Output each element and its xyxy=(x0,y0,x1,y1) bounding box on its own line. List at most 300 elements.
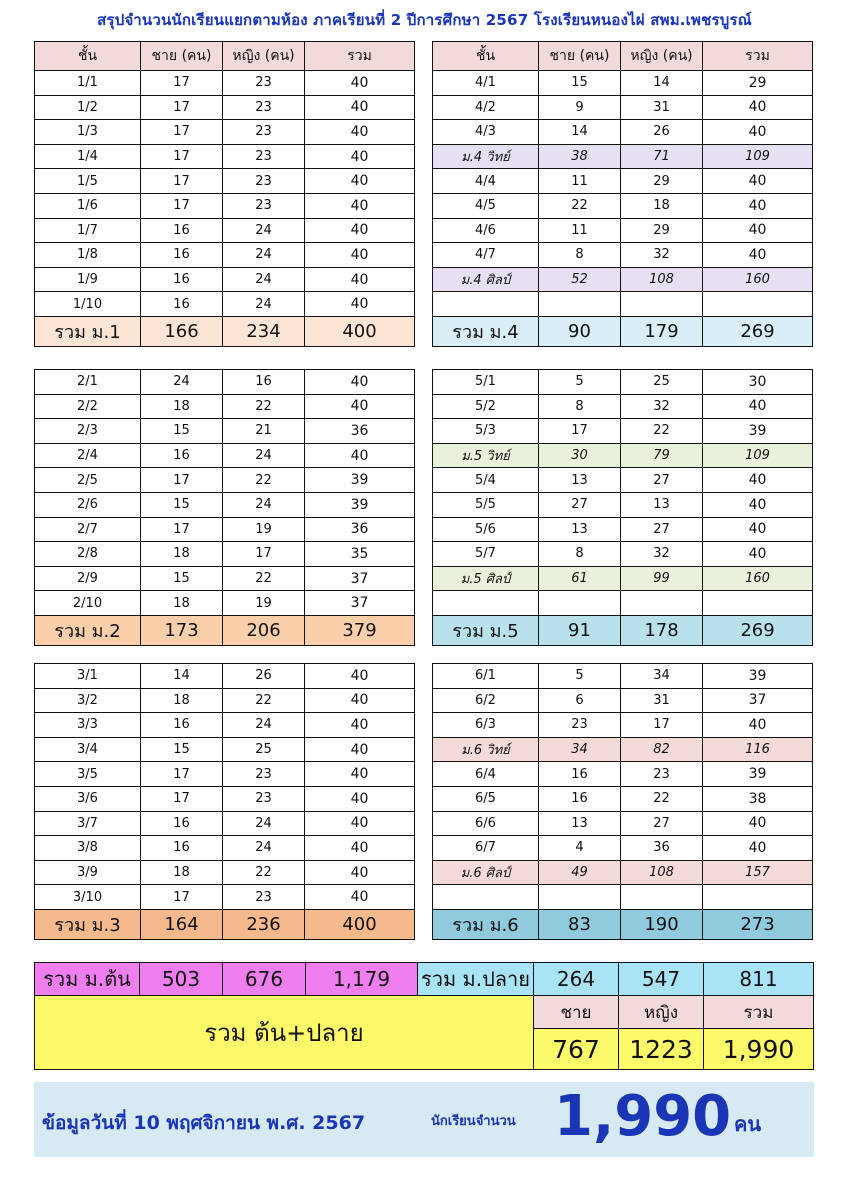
value-cell: 40 xyxy=(703,468,813,493)
class-cell xyxy=(433,885,539,910)
total-label: รวม ม.1 xyxy=(35,316,141,346)
total-value: 379 xyxy=(305,615,415,645)
class-cell: 5/1 xyxy=(433,370,539,395)
value-cell: 32 xyxy=(621,394,703,419)
value-cell: 16 xyxy=(141,443,223,468)
table-row xyxy=(35,737,415,762)
value-cell: 23 xyxy=(223,169,305,194)
value-cell: 24 xyxy=(223,836,305,861)
value-cell: 26 xyxy=(223,664,305,689)
value-cell: 40 xyxy=(305,267,415,292)
value-cell: 34 xyxy=(539,737,621,762)
value-cell: 16 xyxy=(539,762,621,787)
value-cell: 23 xyxy=(539,713,621,738)
summary-section xyxy=(34,962,814,1070)
value-cell xyxy=(703,885,813,910)
class-cell: 1/6 xyxy=(35,193,141,218)
value-cell: 17 xyxy=(141,786,223,811)
value-cell: 39 xyxy=(703,762,813,787)
value-cell: 116 xyxy=(703,737,813,762)
class-cell: 1/1 xyxy=(35,71,141,96)
footer-total: 1,990 xyxy=(554,1084,732,1149)
table-row xyxy=(433,786,813,811)
value-cell: 16 xyxy=(539,786,621,811)
class-cell: ม.4 วิทย์ xyxy=(433,144,539,169)
table-row xyxy=(35,292,415,317)
total-value: 90 xyxy=(539,316,621,346)
class-cell: 4/4 xyxy=(433,169,539,194)
class-cell: 6/2 xyxy=(433,688,539,713)
table-row xyxy=(35,169,415,194)
value-cell: 18 xyxy=(621,193,703,218)
class-cell: 3/2 xyxy=(35,688,141,713)
value-cell: 5 xyxy=(539,664,621,689)
class-cell: 2/4 xyxy=(35,443,141,468)
value-cell: 160 xyxy=(703,267,813,292)
class-cell: ม.6 วิทย์ xyxy=(433,737,539,762)
value-cell: 37 xyxy=(305,591,415,616)
total-value: 91 xyxy=(539,615,621,645)
class-cell: 6/1 xyxy=(433,664,539,689)
value-cell: 52 xyxy=(539,267,621,292)
class-cell: 3/4 xyxy=(35,737,141,762)
total-value: 400 xyxy=(305,909,415,939)
value-cell: 16 xyxy=(141,292,223,317)
value-cell: 17 xyxy=(141,71,223,96)
total-value: 269 xyxy=(703,615,813,645)
value-cell: 23 xyxy=(223,885,305,910)
header-row xyxy=(35,42,415,71)
column-header: ชาย (คน) xyxy=(141,42,223,71)
value-cell: 40 xyxy=(703,713,813,738)
value-cell: 16 xyxy=(141,218,223,243)
value-cell: 24 xyxy=(223,811,305,836)
class-cell: 2/8 xyxy=(35,542,141,567)
class-cell: 5/3 xyxy=(433,419,539,444)
value-cell: 19 xyxy=(223,517,305,542)
class-cell: ม.5 วิทย์ xyxy=(433,443,539,468)
value-cell: 16 xyxy=(141,243,223,268)
value-cell: 18 xyxy=(141,394,223,419)
value-cell: 36 xyxy=(305,419,415,444)
class-cell: ม.4 ศิลป์ xyxy=(433,267,539,292)
total-row xyxy=(433,909,813,939)
value-cell: 17 xyxy=(141,193,223,218)
value-cell: 21 xyxy=(223,419,305,444)
class-cell: 5/2 xyxy=(433,394,539,419)
value-cell: 16 xyxy=(223,370,305,395)
value-cell: 22 xyxy=(223,394,305,419)
value-cell: 160 xyxy=(703,566,813,591)
value-cell: 40 xyxy=(305,860,415,885)
footer-students-label: นักเรียนจำนวน xyxy=(431,1114,516,1129)
value-cell: 49 xyxy=(539,860,621,885)
value-cell: 17 xyxy=(223,542,305,567)
table-row xyxy=(35,443,415,468)
value-cell xyxy=(621,885,703,910)
value-cell: 27 xyxy=(539,492,621,517)
value-cell: 109 xyxy=(703,144,813,169)
value-cell: 26 xyxy=(621,120,703,145)
value-cell: 17 xyxy=(141,468,223,493)
value-cell: 40 xyxy=(703,169,813,194)
class-cell: 1/2 xyxy=(35,95,141,120)
table-row xyxy=(433,95,813,120)
table-m2 xyxy=(34,369,415,646)
value-cell: 6 xyxy=(539,688,621,713)
value-cell: 40 xyxy=(305,120,415,145)
upper-total-female: 547 xyxy=(618,962,704,996)
value-cell: 38 xyxy=(539,144,621,169)
value-cell: 15 xyxy=(141,737,223,762)
table-row xyxy=(433,664,813,689)
table-row xyxy=(35,566,415,591)
value-cell: 40 xyxy=(305,762,415,787)
value-cell: 24 xyxy=(223,267,305,292)
value-cell: 38 xyxy=(703,786,813,811)
class-cell: ม.6 ศิลป์ xyxy=(433,860,539,885)
value-cell: 40 xyxy=(305,193,415,218)
grand-total-label: รวม ต้น+ปลาย xyxy=(34,995,534,1070)
class-cell: 3/10 xyxy=(35,885,141,910)
class-cell: 3/6 xyxy=(35,786,141,811)
class-cell: ม.5 ศิลป์ xyxy=(433,566,539,591)
value-cell: 8 xyxy=(539,394,621,419)
value-cell: 36 xyxy=(305,517,415,542)
value-cell: 25 xyxy=(223,737,305,762)
grand-header-female: หญิง xyxy=(618,995,704,1029)
column-header: หญิง (คน) xyxy=(223,42,305,71)
class-cell: 6/4 xyxy=(433,762,539,787)
table-row xyxy=(35,591,415,616)
total-label: รวม ม.4 xyxy=(433,316,539,346)
value-cell: 8 xyxy=(539,542,621,567)
value-cell: 32 xyxy=(621,243,703,268)
value-cell: 14 xyxy=(141,664,223,689)
total-value: 400 xyxy=(305,316,415,346)
table-row xyxy=(433,144,813,169)
value-cell: 40 xyxy=(305,71,415,96)
value-cell xyxy=(703,591,813,616)
value-cell: 18 xyxy=(141,591,223,616)
value-cell: 17 xyxy=(141,885,223,910)
total-value: 173 xyxy=(141,615,223,645)
value-cell: 15 xyxy=(539,71,621,96)
table-row xyxy=(433,591,813,616)
value-cell: 40 xyxy=(305,836,415,861)
value-cell: 17 xyxy=(141,762,223,787)
table-row xyxy=(433,566,813,591)
class-cell: 4/6 xyxy=(433,218,539,243)
table-row xyxy=(433,542,813,567)
table-row xyxy=(433,517,813,542)
total-value: 190 xyxy=(621,909,703,939)
table-row xyxy=(433,443,813,468)
value-cell: 9 xyxy=(539,95,621,120)
total-value: 83 xyxy=(539,909,621,939)
table-row xyxy=(35,95,415,120)
class-cell: 5/4 xyxy=(433,468,539,493)
value-cell: 11 xyxy=(539,169,621,194)
class-cell: 4/1 xyxy=(433,71,539,96)
table-row xyxy=(35,193,415,218)
value-cell: 39 xyxy=(305,468,415,493)
value-cell: 18 xyxy=(141,860,223,885)
table-row xyxy=(433,885,813,910)
table-row xyxy=(35,786,415,811)
value-cell: 40 xyxy=(305,443,415,468)
value-cell: 23 xyxy=(223,95,305,120)
class-cell: 2/9 xyxy=(35,566,141,591)
value-cell: 40 xyxy=(703,394,813,419)
value-cell: 30 xyxy=(539,443,621,468)
total-row xyxy=(433,316,813,346)
grand-total: 1,990 xyxy=(703,1028,814,1070)
total-label: รวม ม.6 xyxy=(433,909,539,939)
value-cell: 40 xyxy=(305,713,415,738)
table-row xyxy=(433,688,813,713)
value-cell: 29 xyxy=(703,71,813,96)
value-cell: 22 xyxy=(223,860,305,885)
total-value: 164 xyxy=(141,909,223,939)
value-cell: 15 xyxy=(141,566,223,591)
table-row xyxy=(35,144,415,169)
total-row xyxy=(35,909,415,939)
class-cell: 4/3 xyxy=(433,120,539,145)
value-cell: 23 xyxy=(223,120,305,145)
value-cell: 13 xyxy=(539,517,621,542)
value-cell: 13 xyxy=(539,468,621,493)
table-row xyxy=(433,713,813,738)
total-label: รวม ม.2 xyxy=(35,615,141,645)
table-m6 xyxy=(432,663,813,940)
value-cell: 23 xyxy=(223,144,305,169)
value-cell: 30 xyxy=(703,370,813,395)
total-value: 234 xyxy=(223,316,305,346)
class-cell: 6/5 xyxy=(433,786,539,811)
page-title: สรุปจำนวนนักเรียนแยกตามห้อง ภาคเรียนที่ 2 ปีการศึกษา 2567 โรงเรียนหนองไผ่ สพม.เพชรบูรณ์ xyxy=(97,11,752,29)
value-cell: 108 xyxy=(621,267,703,292)
value-cell: 82 xyxy=(621,737,703,762)
value-cell xyxy=(539,292,621,317)
class-cell xyxy=(433,292,539,317)
value-cell: 8 xyxy=(539,243,621,268)
value-cell: 27 xyxy=(621,517,703,542)
value-cell: 17 xyxy=(621,713,703,738)
value-cell: 40 xyxy=(703,95,813,120)
value-cell: 23 xyxy=(223,193,305,218)
value-cell: 37 xyxy=(703,688,813,713)
class-cell: 1/5 xyxy=(35,169,141,194)
table-row xyxy=(433,419,813,444)
value-cell: 15 xyxy=(141,492,223,517)
lower-total-label: รวม ม.ต้น xyxy=(34,962,140,996)
lower-total-all: 1,179 xyxy=(305,962,418,996)
value-cell: 40 xyxy=(703,517,813,542)
table-row xyxy=(35,370,415,395)
table-row xyxy=(35,71,415,96)
total-row xyxy=(35,615,415,645)
value-cell: 17 xyxy=(141,517,223,542)
table-row xyxy=(433,120,813,145)
table-row xyxy=(35,860,415,885)
total-value: 206 xyxy=(223,615,305,645)
value-cell: 40 xyxy=(703,243,813,268)
table-row xyxy=(35,120,415,145)
class-cell: 5/6 xyxy=(433,517,539,542)
class-cell: 2/2 xyxy=(35,394,141,419)
total-label: รวม ม.5 xyxy=(433,615,539,645)
value-cell: 40 xyxy=(703,193,813,218)
value-cell: 40 xyxy=(703,120,813,145)
value-cell: 34 xyxy=(621,664,703,689)
value-cell: 23 xyxy=(621,762,703,787)
grand-male: 767 xyxy=(533,1028,619,1070)
table-row xyxy=(35,885,415,910)
grand-female: 1223 xyxy=(618,1028,704,1070)
value-cell: 29 xyxy=(621,169,703,194)
value-cell: 24 xyxy=(223,443,305,468)
value-cell xyxy=(703,292,813,317)
table-row xyxy=(433,267,813,292)
class-cell: 2/3 xyxy=(35,419,141,444)
value-cell: 11 xyxy=(539,218,621,243)
class-cell: 2/6 xyxy=(35,492,141,517)
value-cell: 15 xyxy=(141,419,223,444)
value-cell: 24 xyxy=(223,292,305,317)
class-cell: 2/7 xyxy=(35,517,141,542)
table-row xyxy=(433,860,813,885)
upper-total-all: 811 xyxy=(703,962,814,996)
value-cell: 22 xyxy=(539,193,621,218)
total-row xyxy=(433,615,813,645)
total-value: 179 xyxy=(621,316,703,346)
class-cell: 1/3 xyxy=(35,120,141,145)
value-cell: 35 xyxy=(305,542,415,567)
value-cell: 40 xyxy=(703,492,813,517)
total-value: 166 xyxy=(141,316,223,346)
class-cell: 3/8 xyxy=(35,836,141,861)
table-row xyxy=(433,370,813,395)
class-cell: 5/5 xyxy=(433,492,539,517)
class-cell: 2/1 xyxy=(35,370,141,395)
class-cell: 6/7 xyxy=(433,836,539,861)
value-cell: 31 xyxy=(621,688,703,713)
value-cell: 24 xyxy=(223,218,305,243)
value-cell: 17 xyxy=(141,120,223,145)
value-cell: 99 xyxy=(621,566,703,591)
value-cell: 24 xyxy=(223,243,305,268)
table-m4 xyxy=(432,41,813,347)
grand-header-male: ชาย xyxy=(533,995,619,1029)
class-cell: 3/1 xyxy=(35,664,141,689)
value-cell: 13 xyxy=(539,811,621,836)
value-cell xyxy=(539,885,621,910)
table-row xyxy=(35,688,415,713)
value-cell: 40 xyxy=(305,811,415,836)
value-cell: 40 xyxy=(305,370,415,395)
value-cell: 14 xyxy=(539,120,621,145)
class-cell: 4/2 xyxy=(433,95,539,120)
table-row xyxy=(433,492,813,517)
class-cell: 2/10 xyxy=(35,591,141,616)
table-row xyxy=(35,492,415,517)
value-cell: 16 xyxy=(141,267,223,292)
total-value: 178 xyxy=(621,615,703,645)
table-row xyxy=(35,836,415,861)
value-cell: 157 xyxy=(703,860,813,885)
lower-total-male: 503 xyxy=(139,962,223,996)
value-cell: 17 xyxy=(141,144,223,169)
value-cell: 36 xyxy=(621,836,703,861)
value-cell: 40 xyxy=(305,688,415,713)
value-cell: 29 xyxy=(621,218,703,243)
column-header: ชาย (คน) xyxy=(539,42,621,71)
table-row xyxy=(35,542,415,567)
value-cell: 22 xyxy=(223,688,305,713)
value-cell: 24 xyxy=(223,713,305,738)
value-cell: 24 xyxy=(223,492,305,517)
column-header: หญิง (คน) xyxy=(621,42,703,71)
value-cell: 39 xyxy=(703,419,813,444)
value-cell: 13 xyxy=(621,492,703,517)
value-cell: 18 xyxy=(141,688,223,713)
header-row xyxy=(433,42,813,71)
value-cell: 40 xyxy=(305,394,415,419)
value-cell: 17 xyxy=(539,419,621,444)
lower-total-female: 676 xyxy=(222,962,306,996)
value-cell xyxy=(539,591,621,616)
footer-date: ข้อมูลวันที่ 10 พฤศจิกายน พ.ศ. 2567 xyxy=(42,1112,366,1134)
table-m3 xyxy=(34,663,415,940)
value-cell: 16 xyxy=(141,713,223,738)
table-row xyxy=(433,71,813,96)
value-cell xyxy=(621,292,703,317)
footer-banner xyxy=(34,1082,814,1157)
value-cell: 17 xyxy=(141,169,223,194)
value-cell: 40 xyxy=(305,664,415,689)
value-cell: 40 xyxy=(305,292,415,317)
value-cell: 31 xyxy=(621,95,703,120)
value-cell: 108 xyxy=(621,860,703,885)
value-cell: 39 xyxy=(703,664,813,689)
table-row xyxy=(35,419,415,444)
table-row xyxy=(433,468,813,493)
value-cell: 22 xyxy=(223,566,305,591)
value-cell: 24 xyxy=(141,370,223,395)
value-cell: 4 xyxy=(539,836,621,861)
table-row xyxy=(433,836,813,861)
value-cell: 22 xyxy=(223,468,305,493)
value-cell: 25 xyxy=(621,370,703,395)
footer-unit: คน xyxy=(734,1112,762,1136)
table-row xyxy=(35,218,415,243)
value-cell: 14 xyxy=(621,71,703,96)
value-cell: 39 xyxy=(305,492,415,517)
table-row xyxy=(35,394,415,419)
table-row xyxy=(433,243,813,268)
table-m1 xyxy=(34,41,415,347)
table-row xyxy=(35,468,415,493)
value-cell: 61 xyxy=(539,566,621,591)
class-cell: 3/7 xyxy=(35,811,141,836)
table-row xyxy=(433,737,813,762)
table-row xyxy=(433,394,813,419)
value-cell: 40 xyxy=(305,144,415,169)
value-cell: 40 xyxy=(305,95,415,120)
column-header: ชั้น xyxy=(35,42,141,71)
class-cell: 1/10 xyxy=(35,292,141,317)
